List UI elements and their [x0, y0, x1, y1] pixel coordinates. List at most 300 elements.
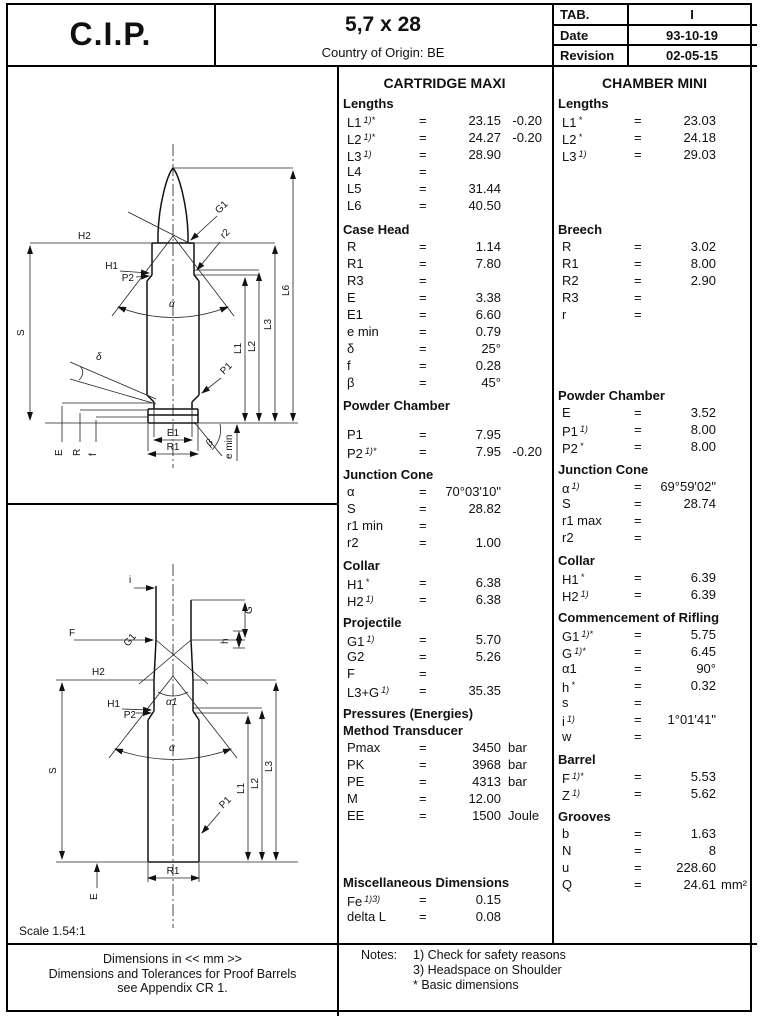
param-name: α1 — [562, 661, 577, 676]
param-name: w — [562, 729, 572, 744]
param-name: P1 $^{1)}$ — [562, 424, 588, 439]
equals-sign: = — [419, 181, 427, 196]
param-footnote-mark: * — [578, 115, 582, 125]
equals-sign: = — [634, 479, 642, 494]
equals-sign: = — [419, 808, 427, 823]
param-value: 5.75 — [690, 627, 716, 642]
footer-line: Dimensions and Tolerances for Proof Barrels — [48, 966, 297, 981]
param-value: 23.03 — [683, 113, 716, 128]
dim-label-r2: r2 — [218, 227, 233, 242]
equals-sign: = — [419, 256, 427, 271]
param-name: H1 * — [562, 572, 585, 587]
spec-row — [339, 908, 550, 925]
equals-sign: = — [634, 307, 642, 322]
param-name: e min — [347, 324, 379, 339]
value-unit: bar — [508, 774, 527, 789]
dim-label-e-min: e min — [224, 434, 235, 459]
dim-label-s: S — [16, 329, 27, 336]
scale-note: Scale 1.54:1 — [19, 924, 86, 938]
date-row — [552, 25, 757, 45]
param-name: r — [562, 307, 567, 322]
equals-sign: = — [634, 147, 642, 162]
param-value: 6.39 — [690, 570, 716, 585]
param-value: 69°59'02" — [660, 479, 716, 494]
param-value — [652, 289, 716, 306]
section-title: Case Head — [343, 222, 410, 237]
dim-label-l3: L3 — [264, 760, 275, 772]
equals-sign: = — [634, 513, 642, 528]
param-name: α $^{1)}$ — [562, 481, 580, 496]
param-value: 28.74 — [683, 496, 716, 511]
param-footnote-mark: 1)* — [574, 646, 586, 656]
spec-row — [339, 112, 550, 129]
cartridge-maxi-column — [339, 95, 550, 931]
spec-row — [339, 197, 550, 214]
param-value — [437, 272, 501, 289]
dim-label-l1: L1 — [236, 782, 247, 794]
dim-label-p1: P1 — [217, 794, 234, 812]
param-footnote-mark: 1) — [579, 424, 588, 434]
footer-line: see Appendix CR 1. — [117, 981, 228, 995]
param-value: 8.00 — [690, 422, 716, 437]
tab-value: I — [690, 6, 694, 22]
param-name: R2 — [562, 273, 579, 288]
dim-label-e1: E1 — [166, 428, 180, 439]
param-value — [652, 512, 716, 529]
param-value: 8.00 — [690, 256, 716, 271]
section-title: Junction Cone — [343, 467, 434, 482]
spec-row — [339, 773, 550, 790]
equals-sign: = — [634, 422, 642, 437]
dim-label-l6: L6 — [281, 284, 292, 296]
footer-notes — [339, 948, 757, 993]
equals-sign: = — [419, 198, 427, 213]
value-unit: bar — [508, 757, 527, 772]
section-title: Projectile — [343, 615, 402, 630]
param-name: Fe $^{1)3)}$ — [347, 894, 381, 909]
spec-row — [554, 478, 755, 495]
spec-row — [339, 306, 550, 323]
spec-row — [339, 574, 550, 591]
dim-label-r: R — [72, 448, 83, 456]
param-value: 3.02 — [690, 239, 716, 254]
cartridge-drawing — [8, 66, 337, 503]
revision-value: 02-05-15 — [665, 47, 719, 63]
dim-label-g1: G1 — [213, 198, 231, 217]
param-value: 0.15 — [475, 892, 501, 907]
cartridge-maxi-title: CARTRIDGE MAXI — [383, 75, 506, 91]
dim-label-alpha: α — [169, 299, 175, 310]
dim-label-f: f — [88, 453, 99, 456]
notes-label: Notes: — [361, 948, 398, 962]
spec-row — [339, 756, 550, 773]
equals-sign: = — [634, 860, 642, 875]
equals-sign: = — [419, 341, 427, 356]
param-value: 1°01'41" — [667, 712, 716, 727]
param-name: b — [562, 826, 570, 841]
section-title: Powder Chamber — [558, 388, 665, 403]
equals-sign: = — [419, 147, 427, 162]
note-line: 1) Check for safety reasons — [413, 948, 566, 962]
chamber-dimension-labels — [19, 575, 275, 938]
param-name: β — [347, 375, 355, 390]
param-name: r1 max — [562, 513, 602, 528]
equals-sign: = — [634, 712, 642, 727]
param-footnote-mark: 1) — [363, 149, 372, 159]
spec-row — [339, 323, 550, 340]
param-value: 24.18 — [683, 130, 716, 145]
param-footnote-mark: 1) — [580, 589, 589, 599]
dim-label-p2: P2 — [121, 273, 134, 284]
spec-row — [339, 357, 550, 374]
param-value: 1.00 — [475, 535, 501, 550]
footer-top-line — [7, 943, 757, 945]
param-value — [437, 163, 501, 180]
note-line: * Basic dimensions — [413, 978, 519, 992]
spec-row — [554, 146, 755, 163]
param-name: L3 $^{1)}$ — [347, 149, 372, 164]
equals-sign: = — [634, 256, 642, 271]
param-name: i $^{1)}$ — [562, 714, 575, 729]
spec-row — [554, 512, 755, 529]
spec-row — [554, 694, 755, 711]
spec-row — [339, 443, 550, 460]
param-value: 24.27 — [468, 130, 501, 145]
param-name: R1 — [562, 256, 579, 271]
param-name: α — [347, 484, 355, 499]
dim-label-alpha1: α1 — [166, 697, 178, 708]
spec-row — [339, 517, 550, 534]
param-value: 3.38 — [475, 290, 501, 305]
param-name: u — [562, 860, 570, 875]
spec-row — [554, 529, 755, 546]
equals-sign: = — [419, 427, 427, 442]
section-commencement-of-rifling — [554, 609, 755, 745]
footer-dimensions-note — [7, 952, 338, 996]
section-title: Grooves — [558, 809, 611, 824]
equals-sign: = — [419, 666, 427, 681]
equals-sign: = — [634, 678, 642, 693]
param-footnote-mark: 1)* — [571, 771, 584, 781]
param-value — [652, 694, 716, 711]
spec-row — [339, 255, 550, 272]
equals-sign: = — [634, 439, 642, 454]
equals-sign: = — [634, 877, 642, 892]
param-name: P1 — [347, 427, 363, 442]
param-name: L2 $^{1)*}$ — [347, 132, 375, 147]
param-footnote-mark: 1)3) — [364, 894, 381, 904]
param-name: E1 — [347, 307, 363, 322]
param-footnote-mark: * — [579, 441, 584, 451]
spec-row — [554, 586, 755, 603]
param-name: Pmax — [347, 740, 381, 755]
equals-sign: = — [634, 530, 642, 545]
spec-row — [554, 677, 755, 694]
spec-row — [339, 180, 550, 197]
equals-sign: = — [419, 113, 427, 128]
param-value: 0.79 — [475, 324, 501, 339]
spec-row — [339, 739, 550, 756]
equals-sign: = — [419, 239, 427, 254]
param-name: P2 * — [562, 441, 584, 456]
param-name: G1 $^{1)*}$ — [562, 629, 593, 644]
section-title: Powder Chamber — [343, 398, 450, 413]
dim-label-beta: β — [203, 437, 216, 449]
section-junction-cone — [339, 466, 550, 551]
equals-sign: = — [419, 632, 427, 647]
param-value: 1500 — [472, 808, 501, 823]
equals-sign: = — [634, 695, 642, 710]
param-name: R3 — [562, 290, 579, 305]
param-name: L4 — [347, 164, 362, 179]
dim-label-p2: P2 — [123, 710, 136, 721]
equals-sign: = — [634, 661, 642, 676]
param-value: 6.45 — [690, 644, 716, 659]
param-value: 4313 — [472, 774, 501, 789]
spec-row — [554, 255, 755, 272]
param-name: L6 — [347, 198, 362, 213]
section-case-head — [339, 221, 550, 391]
dim-label-g1: G1 — [121, 631, 139, 649]
param-name: L5 — [347, 181, 362, 196]
section-lengths — [554, 95, 755, 163]
dim-label-f: F — [69, 628, 76, 639]
spec-row — [339, 891, 550, 908]
revision-label: Revision — [560, 47, 615, 63]
note-line: 3) Headspace on Shoulder — [413, 963, 562, 977]
equals-sign: = — [419, 791, 427, 806]
section-collar — [339, 557, 550, 608]
spec-row — [554, 129, 755, 146]
param-name: S — [562, 496, 571, 511]
equals-sign: = — [634, 729, 642, 744]
param-name: H2 $^{1)}$ — [562, 589, 589, 604]
value-unit: bar — [508, 740, 527, 755]
tab-row — [552, 4, 757, 24]
param-value — [437, 517, 501, 534]
dim-label-e: E — [89, 893, 100, 900]
param-value: 8 — [708, 843, 716, 858]
section-miscellaneous-dimensions — [339, 874, 550, 925]
param-name: r1 min — [347, 518, 384, 533]
dim-label-h2: H2 — [78, 231, 91, 242]
param-value: 7.95 — [475, 444, 501, 459]
dim-label-i: i — [129, 575, 132, 586]
param-footnote-mark: 1)* — [363, 115, 375, 125]
spec-row — [339, 238, 550, 255]
equals-sign: = — [634, 843, 642, 858]
section-powder-chamber — [339, 397, 550, 460]
param-footnote-mark: 1) — [571, 481, 580, 491]
param-value: 12.00 — [468, 791, 501, 806]
equals-sign: = — [419, 649, 427, 664]
spec-row — [339, 146, 550, 163]
param-value — [652, 728, 716, 745]
equals-sign: = — [419, 757, 427, 772]
equals-sign: = — [634, 496, 642, 511]
equals-sign: = — [419, 375, 427, 390]
equals-sign: = — [419, 575, 427, 590]
section-junction-cone — [554, 461, 755, 546]
equals-sign: = — [634, 570, 642, 585]
spec-row — [554, 626, 755, 643]
param-value: 7.95 — [475, 427, 501, 442]
param-value: 29.03 — [683, 147, 716, 162]
param-value: 31.44 — [468, 181, 501, 196]
param-footnote-mark: * — [571, 680, 575, 690]
param-value: 70°03'10" — [445, 484, 501, 499]
spec-row — [339, 648, 550, 665]
equals-sign: = — [419, 774, 427, 789]
equals-sign: = — [634, 113, 642, 128]
param-value: 1.63 — [690, 826, 716, 841]
param-name: r2 — [347, 535, 359, 550]
equals-sign: = — [634, 273, 642, 288]
spec-row — [554, 495, 755, 512]
param-name: f — [347, 358, 351, 373]
equals-sign: = — [634, 239, 642, 254]
section-title: Lengths — [343, 96, 394, 111]
chamber-drawing — [8, 504, 337, 943]
param-value: 1.14 — [475, 239, 501, 254]
value-tolerance: -0.20 — [512, 444, 542, 459]
spec-row — [554, 289, 755, 306]
param-name: PE — [347, 774, 365, 789]
param-value: 5.26 — [475, 649, 501, 664]
section-title: Lengths — [558, 96, 609, 111]
value-tolerance: -0.20 — [512, 113, 542, 128]
equals-sign: = — [419, 358, 427, 373]
dim-label-r1: R1 — [166, 442, 180, 453]
param-value: 3450 — [472, 740, 501, 755]
dim-label-h1: H1 — [105, 261, 118, 272]
equals-sign: = — [419, 592, 427, 607]
chamber-outline — [148, 586, 199, 862]
param-name: S — [347, 501, 356, 516]
spec-row — [339, 807, 550, 824]
param-name: G2 — [347, 649, 365, 664]
spec-row — [339, 682, 550, 699]
section-pressures-energies — [339, 705, 550, 824]
equals-sign: = — [634, 786, 642, 801]
param-value: 2.90 — [690, 273, 716, 288]
param-value: 6.38 — [475, 575, 501, 590]
param-name: delta L — [347, 909, 387, 924]
spec-row — [554, 876, 755, 893]
param-name: N — [562, 843, 572, 858]
spec-row — [339, 591, 550, 608]
param-name: L1 $^{1)*}$ — [347, 115, 375, 130]
param-name: Z $^{1)}$ — [562, 788, 580, 803]
section-breech — [554, 221, 755, 323]
section-title: Breech — [558, 222, 603, 237]
param-value: 228.60 — [676, 860, 716, 875]
section-powder-chamber — [554, 387, 755, 455]
param-value: 5.62 — [690, 786, 716, 801]
param-name: h * — [562, 680, 575, 695]
param-footnote-mark: 1)* — [581, 629, 593, 639]
dim-label-l2: L2 — [247, 340, 258, 352]
param-value: 6.38 — [475, 592, 501, 607]
param-footnote-mark: 1) — [571, 788, 580, 798]
param-value: 23.15 — [468, 113, 501, 128]
param-value: 0.28 — [475, 358, 501, 373]
section-grooves — [554, 808, 755, 893]
chamber-mini-column — [554, 95, 755, 899]
dim-label-l2: L2 — [250, 777, 261, 789]
dim-label-s: S — [48, 767, 59, 774]
spec-row — [339, 500, 550, 517]
param-name: H2 $^{1)}$ — [347, 594, 374, 609]
param-footnote-mark: 1)* — [363, 132, 375, 142]
spec-row — [554, 421, 755, 438]
param-name: M — [347, 791, 358, 806]
param-footnote-mark: * — [580, 572, 585, 582]
param-name: R3 — [347, 273, 364, 288]
section-title: Collar — [558, 553, 595, 568]
param-name: F — [347, 666, 355, 681]
param-name: Q — [562, 877, 573, 892]
cartridge-title-cell — [214, 4, 552, 65]
param-value: 45° — [481, 375, 501, 390]
section-title: Barrel — [558, 752, 596, 767]
spec-row — [554, 859, 755, 876]
param-value: 3968 — [472, 757, 501, 772]
spec-row — [554, 768, 755, 785]
equals-sign: = — [634, 587, 642, 602]
spec-row — [554, 643, 755, 660]
equals-sign: = — [634, 130, 642, 145]
param-value — [652, 529, 716, 546]
notes-list — [413, 948, 566, 993]
param-value: 35.35 — [468, 683, 501, 698]
equals-sign: = — [419, 164, 427, 179]
revision-row — [552, 45, 757, 65]
param-name: s — [562, 695, 569, 710]
section-subtitle: Method Transducer — [343, 723, 463, 738]
param-footnote-mark: 1) — [365, 594, 374, 604]
param-value: 40.50 — [468, 198, 501, 213]
param-footnote-mark: * — [365, 577, 370, 587]
equals-sign: = — [419, 892, 427, 907]
dim-label-p1: P1 — [218, 360, 235, 378]
section-title: Commencement of Rifling — [558, 610, 720, 625]
spec-row — [554, 569, 755, 586]
section-barrel — [554, 751, 755, 802]
spec-row — [339, 340, 550, 357]
param-value: 25° — [481, 341, 501, 356]
equals-sign: = — [419, 909, 427, 924]
equals-sign: = — [634, 627, 642, 642]
value-tolerance: -0.20 — [512, 130, 542, 145]
section-lengths — [339, 95, 550, 214]
param-footnote-mark: * — [578, 132, 582, 142]
param-name: G1 $^{1)}$ — [347, 634, 375, 649]
param-value: 90° — [696, 661, 716, 676]
dim-label-delta: δ — [96, 352, 102, 363]
param-value: 28.82 — [468, 501, 501, 516]
dim-label-l3: L3 — [263, 318, 274, 330]
section-collar — [554, 552, 755, 603]
section-title: Miscellaneous Dimensions — [343, 875, 510, 890]
value-tolerance: mm² — [721, 877, 747, 892]
equals-sign: = — [419, 484, 427, 499]
tab-label: TAB. — [560, 6, 590, 22]
value-unit: Joule — [508, 808, 540, 823]
chamber-dimension-lines — [56, 588, 298, 888]
param-name: E — [562, 405, 571, 420]
equals-sign: = — [419, 518, 427, 533]
